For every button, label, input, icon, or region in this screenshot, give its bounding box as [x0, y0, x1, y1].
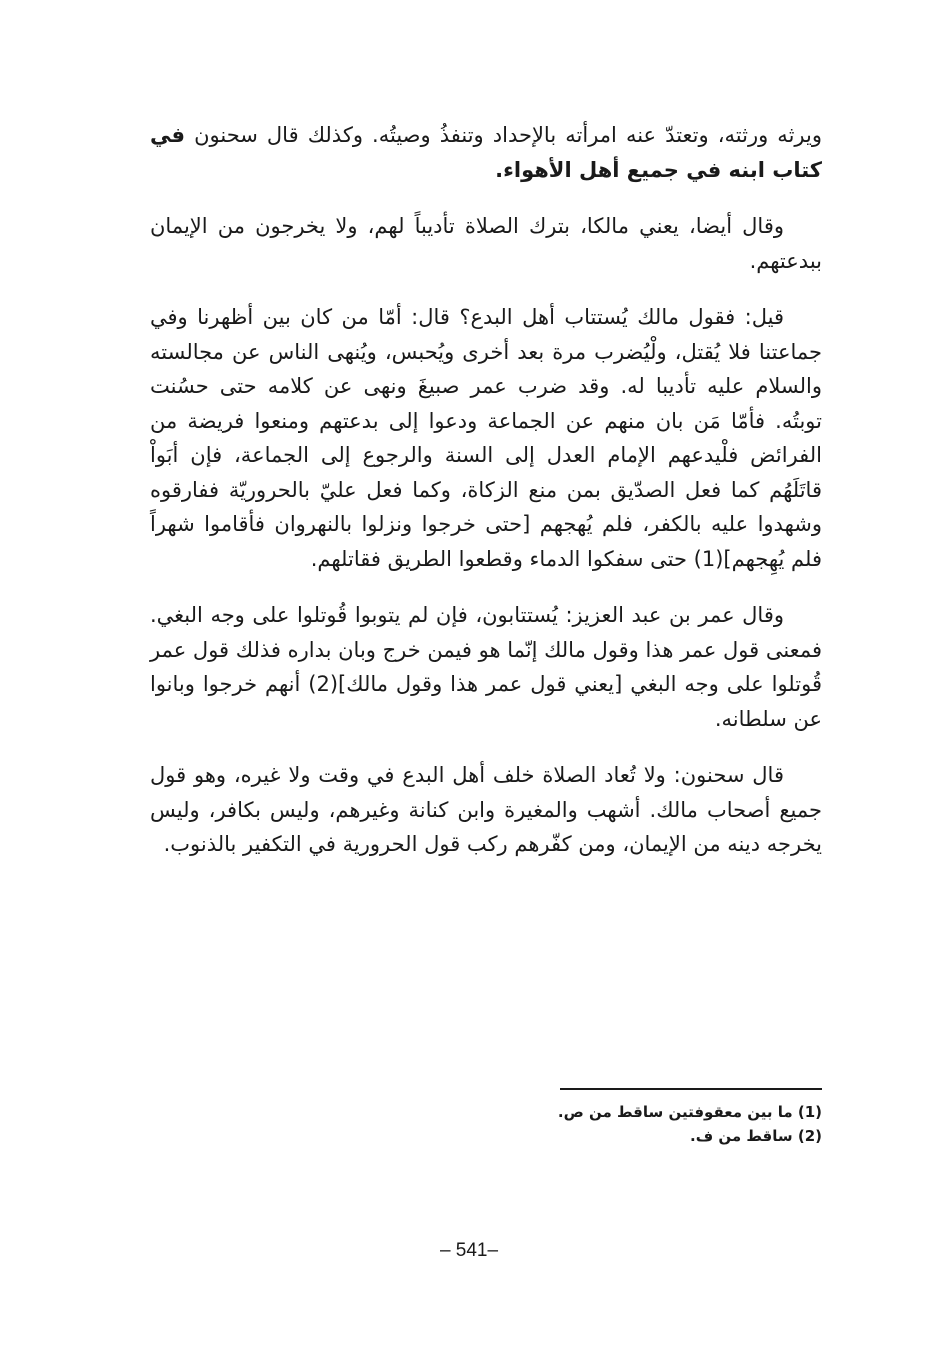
- paragraph-3: قيل: فقول مالك يُستتاب أهل البدع؟ قال: أمّا من كان بين أظهرنا وفي جماعتنا فلا يُقتل، ولْيُضرب مرة بعد أخرى ويُحبس، ويُنهى الناس عن مجالسته والسلام عليه تأديبا له. وقد ضرب عمر صبيغَ ونهى عن كلامه حتى حسُنت توبتُه. فأمّا مَن بان منهم عن الجماعة ودعوا إلى بدعتهم ومنعوا فريضة من الفرائض فلْيدعهم الإمام العدل إلى السنة والرجوع إلى الجماعة، فإن أبَواْ قاتَلَهُم كما فعل الصدّيق بمن منع الزكاة، وكما فعل عليّ بالحروريّة ففارقوه وشهدوا عليه بالكفر، فلم يُهجهم [حتى خرجوا ونزلوا بالنهروان فأقاموا شهراً فلم يُهِجهم](1) حتى سفكوا الدماء وقطعوا الطريق فقاتلهم.: [150, 305, 822, 571]
- paragraph-1: [150, 118, 822, 187]
- paragraph-1-text: ويرثه ورثته، وتعتدّ عنه امرأته بالإحداد وتنفذُ وصيتُه. وكذلك قال سحنون: [185, 123, 822, 147]
- page-number: – 541–: [439, 1240, 499, 1261]
- paragraph-1-bold-text: في كتاب ابنه في جميع أهل الأهواء.: [150, 123, 822, 182]
- footnote-divider: [560, 1088, 822, 1090]
- paragraph-5: قال سحنون: ولا تُعاد الصلاة خلف أهل البدع في وقت ولا غيره، وهو قول جميع أصحاب مالك. أشهب والمغيرة وابن كنانة وغيرهم، وليس بكافر، وليس يخرجه دينه من الإيمان، ومن كفّرهم ركب قول الحرورية في التكفير بالذنوب.: [150, 763, 822, 856]
- page-body: [150, 118, 822, 884]
- footnote-2: (2) ساقط من ف.: [690, 1127, 822, 1145]
- paragraph-2: وقال أيضا، يعني مالكا، بترك الصلاة تأديباً لهم، ولا يخرجون من الإيمان ببدعتهم.: [150, 214, 822, 273]
- footnote-1: (1) ما بين معقوفتين ساقط من ص.: [557, 1103, 822, 1121]
- paragraph-4: وقال عمر بن عبد العزيز: يُستتابون، فإن لم يتوبوا قُوتلوا على وجه البغي. فمعنى قول عمر هذا وقول مالك إنّما هو فيمن خرج وبان بداره فذلك قول عمر قُوتلوا على وجه البغي [يعني قول عمر هذا وقول مالك](2) أنهم خرجوا وبانوا عن سلطانه.: [150, 603, 822, 731]
- footnotes: [430, 1100, 822, 1148]
